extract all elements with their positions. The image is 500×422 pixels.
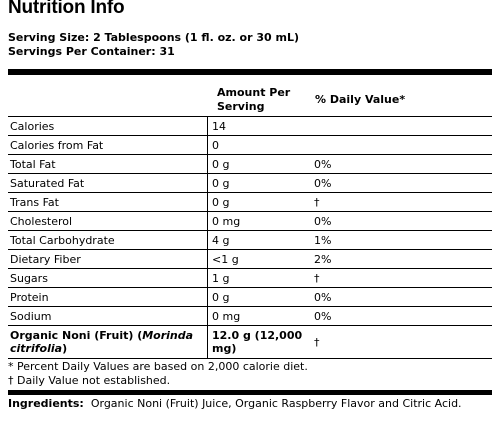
table-row — [8, 250, 492, 269]
row-name: Sugars — [8, 269, 208, 288]
row-dv: 1% — [308, 231, 492, 250]
table-row — [8, 307, 492, 326]
ingredients-text: Organic Noni (Fruit) Juice, Organic Raspberry Flavor and Citric Acid. — [90, 397, 462, 410]
footnote-percent: * Percent Daily Values are based on 2,000 calorie diet. — [8, 360, 308, 373]
row-amount: 4 g — [208, 231, 309, 250]
table-header — [8, 75, 492, 116]
table-row — [8, 212, 492, 231]
row-amount: 0 g — [208, 288, 309, 307]
row-dv: † — [308, 193, 492, 212]
row-name: Saturated Fat — [8, 174, 208, 193]
ingredients-label: Ingredients: — [8, 397, 84, 410]
nutrition-table — [8, 116, 492, 359]
row-amount: 0 g — [208, 174, 309, 193]
row-dv: 0% — [308, 307, 492, 326]
ingredients — [8, 397, 492, 411]
row-dv: † — [308, 326, 492, 359]
row-name: Total Carbohydrate — [8, 231, 208, 250]
header-daily-value: % Daily Value* — [315, 93, 406, 106]
servings-per-container: Servings Per Container: 31 — [8, 45, 175, 58]
row-name: Total Fat — [8, 155, 208, 174]
row-amount: 1 g — [208, 269, 309, 288]
row-amount: 0 g — [208, 193, 309, 212]
row-amount: 14 — [208, 117, 309, 136]
row-amount: <1 g — [208, 250, 309, 269]
row-amount: 0 g — [208, 155, 309, 174]
row-amount: 0 — [208, 136, 309, 155]
row-name: Sodium — [8, 307, 208, 326]
row-dv: 2% — [308, 250, 492, 269]
footnote-dagger: † Daily Value not established. — [8, 374, 171, 387]
latin-name: Morinda citrifolia — [10, 329, 194, 355]
row-amount: 0 mg — [208, 212, 309, 231]
page-title: Nutrition Info — [8, 0, 125, 18]
row-name: Calories from Fat — [8, 136, 208, 155]
row-name: Cholesterol — [8, 212, 208, 231]
row-name: Organic Noni (Fruit) (Morinda citrifolia) — [8, 326, 208, 359]
row-name: Trans Fat — [8, 193, 208, 212]
row-dv: 0% — [308, 212, 492, 231]
row-dv: 0% — [308, 155, 492, 174]
table-row — [8, 288, 492, 307]
table-row — [8, 174, 492, 193]
row-dv — [308, 117, 492, 136]
row-dv: † — [308, 269, 492, 288]
row-amount: 12.0 g (12,000 mg) — [208, 326, 309, 359]
thick-divider-bottom — [8, 390, 492, 395]
table-row — [8, 269, 492, 288]
header-amount: Amount Per Serving — [217, 86, 291, 113]
table-row — [8, 193, 492, 212]
row-name: Protein — [8, 288, 208, 307]
nutrition-panel — [8, 0, 492, 411]
table-row — [8, 231, 492, 250]
row-name: Calories — [8, 117, 208, 136]
table-row-organic-noni — [8, 326, 492, 359]
table-row — [8, 136, 492, 155]
serving-size: Serving Size: 2 Tablespoons (1 fl. oz. or 30 mL) — [8, 31, 299, 44]
row-amount: 0 mg — [208, 307, 309, 326]
row-dv: 0% — [308, 288, 492, 307]
row-name: Dietary Fiber — [8, 250, 208, 269]
table-row — [8, 155, 492, 174]
row-dv: 0% — [308, 174, 492, 193]
table-row — [8, 117, 492, 136]
row-dv — [308, 136, 492, 155]
